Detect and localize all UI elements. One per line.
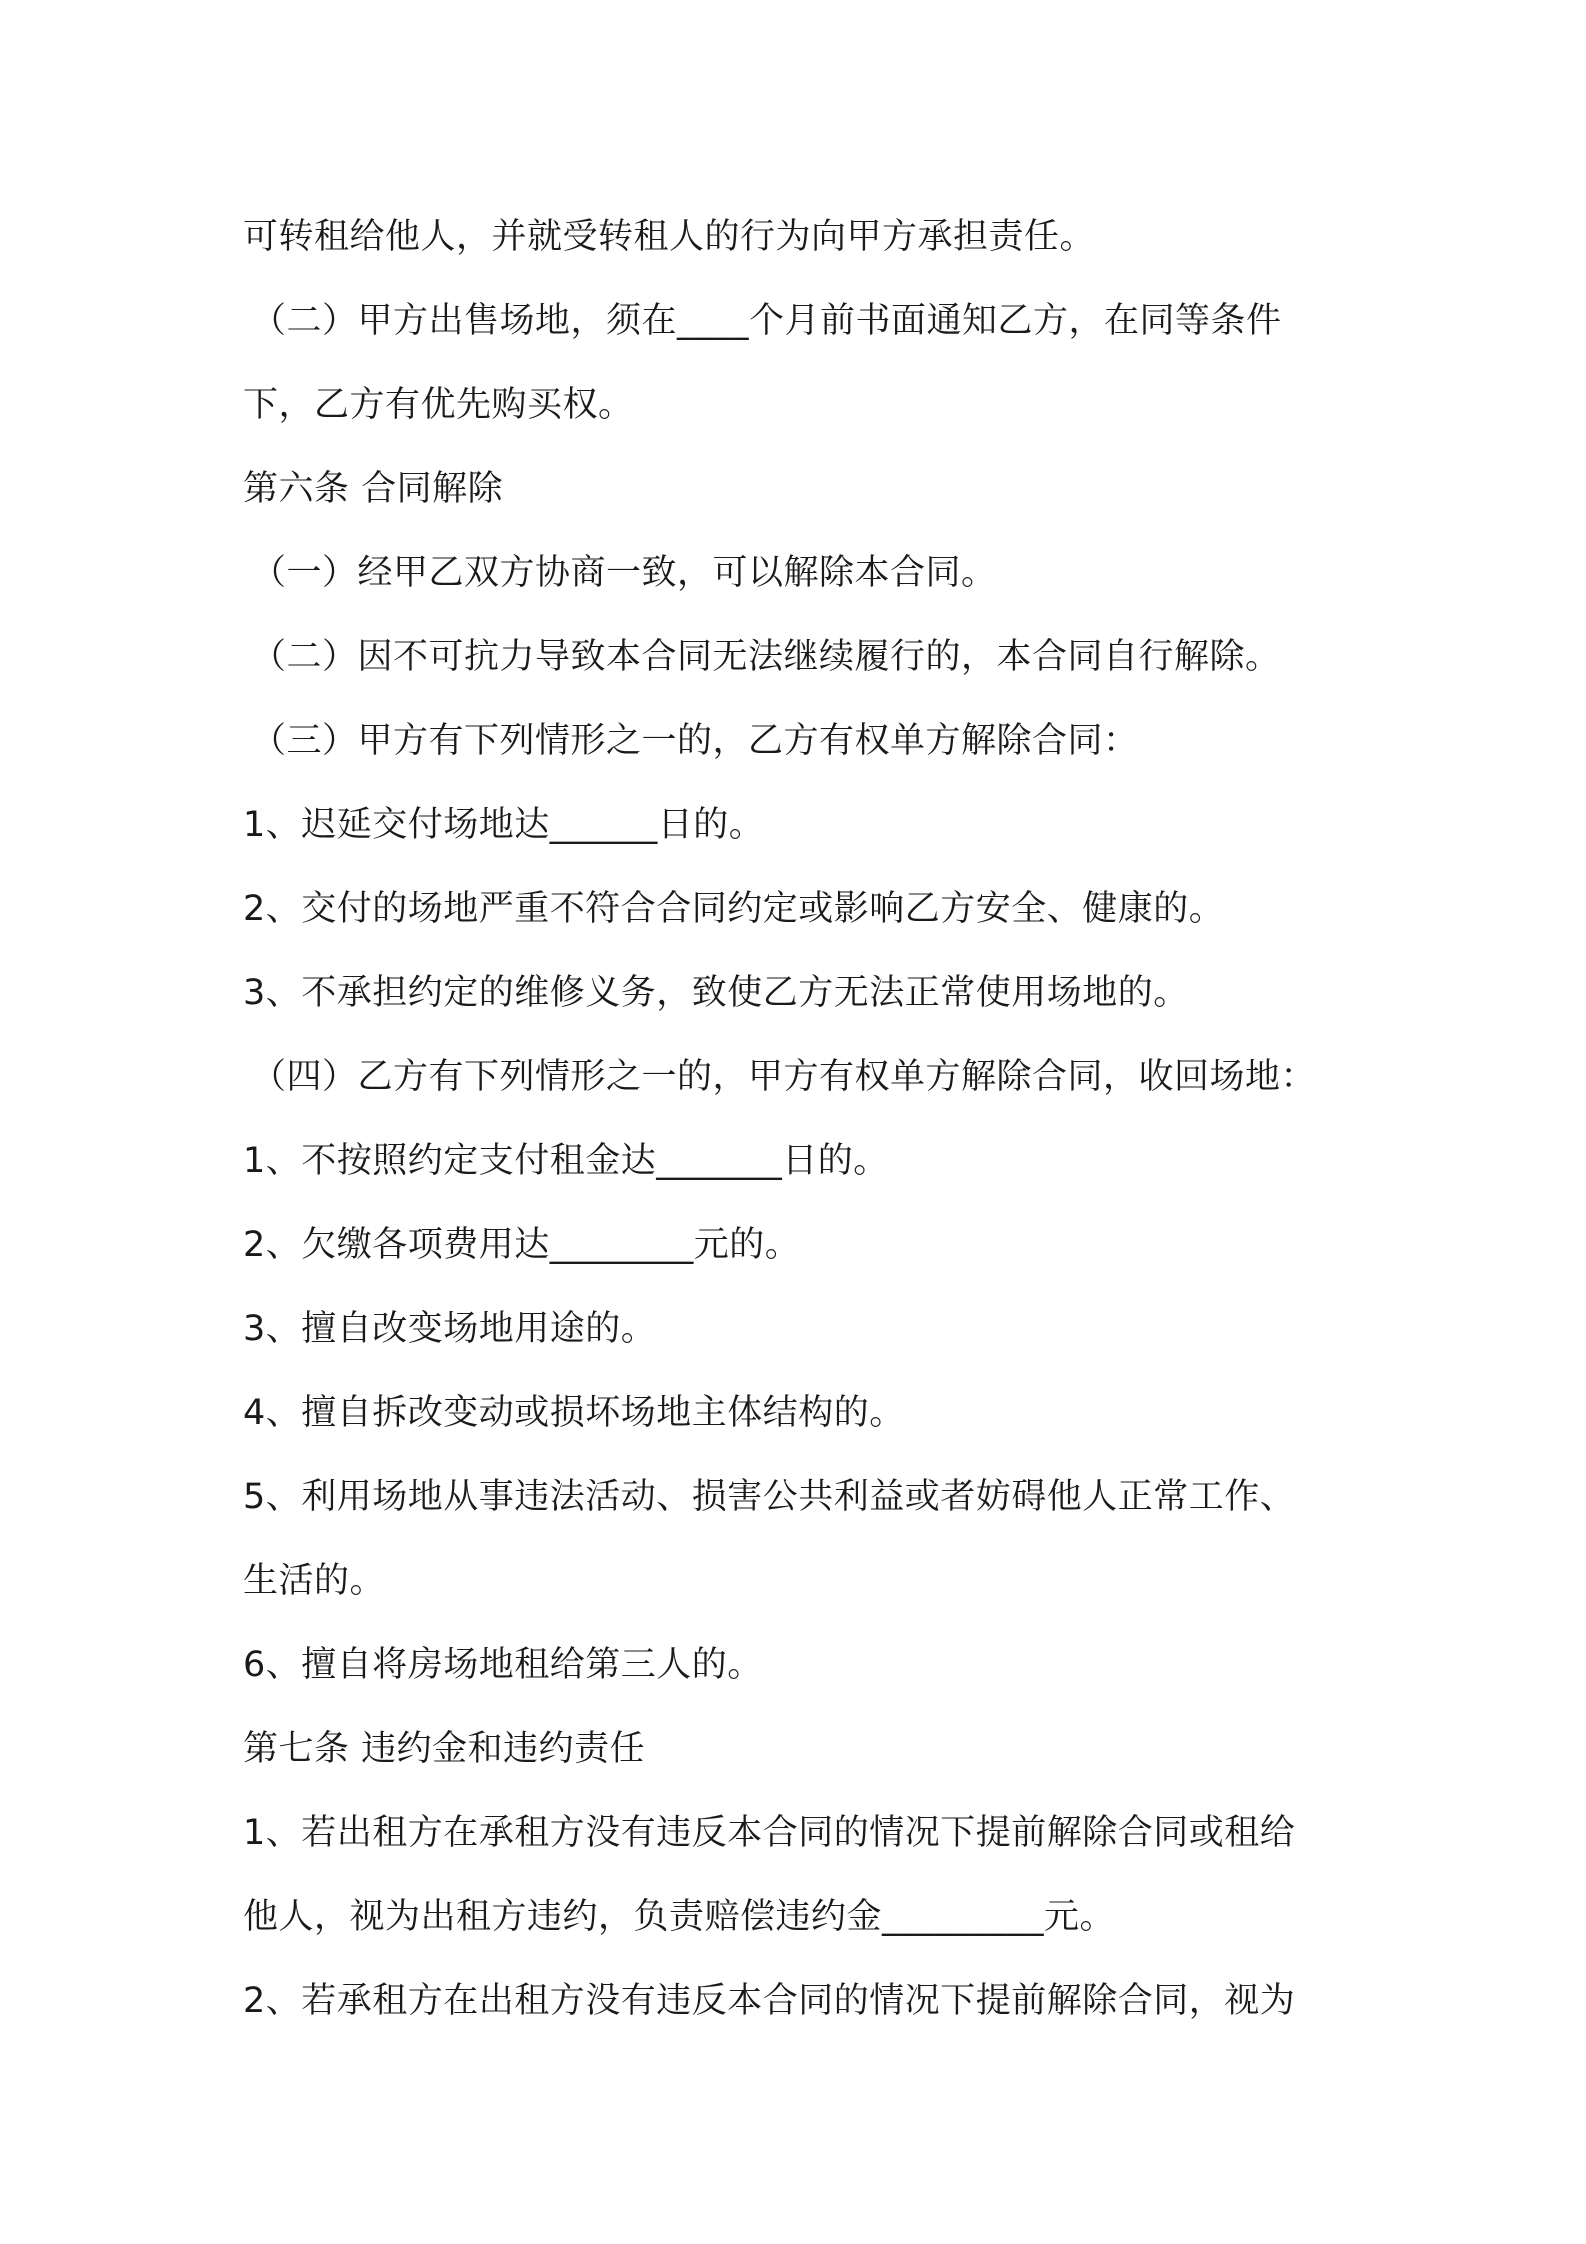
text-line-priority-purchase: 下，乙方有优先购买权。 <box>243 385 634 425</box>
text-line-mutual-termination: （一）经甲乙双方协商一致，可以解除本合同。 <box>251 553 997 593</box>
list-item-fees-owed: 2、欠缴各项费用达________元的。 <box>243 1225 801 1265</box>
text-line-illegal-activity-cont: 生活的。 <box>243 1561 386 1601</box>
contract-text-body <box>243 195 1353 2043</box>
list-item-structural-damage: 4、擅自拆改变动或损坏场地主体结构的。 <box>243 1393 905 1433</box>
text-line-sublease-responsibility: 可转租给他人，并就受转租人的行为向甲方承担责任。 <box>243 217 1096 257</box>
heading-article-seven: 第七条 违约金和违约责任 <box>243 1729 646 1769</box>
list-item-nonconforming-site: 2、交付的场地严重不符合合同约定或影响乙方安全、健康的。 <box>243 889 1225 929</box>
text-line-force-majeure: （二）因不可抗力导致本合同无法继续履行的，本合同自行解除。 <box>251 637 1281 677</box>
list-item-change-use: 3、擅自改变场地用途的。 <box>243 1309 657 1349</box>
text-line-party-b-conditions: （四）乙方有下列情形之一的，甲方有权单方解除合同，收回场地： <box>251 1057 1317 1097</box>
text-line-lessor-penalty: 他人，视为出租方违约，负责赔偿违约金_________元。 <box>243 1897 1116 1937</box>
list-item-illegal-activity: 5、利用场地从事违法活动、损害公共利益或者妨碍他人正常工作、 <box>243 1477 1296 1517</box>
list-item-lessee-breach: 2、若承租方在出租方没有违反本合同的情况下提前解除合同，视为 <box>243 1981 1296 2021</box>
text-line-party-a-conditions: （三）甲方有下列情形之一的，乙方有权单方解除合同： <box>251 721 1139 761</box>
list-item-lessor-breach: 1、若出租方在承租方没有违反本合同的情况下提前解除合同或租给 <box>243 1813 1296 1853</box>
list-item-maintenance-failure: 3、不承担约定的维修义务，致使乙方无法正常使用场地的。 <box>243 973 1189 1013</box>
heading-article-six: 第六条 合同解除 <box>243 469 504 509</box>
text-line-sale-notice: （二）甲方出售场地，须在____个月前书面通知乙方，在同等条件 <box>251 301 1282 341</box>
list-item-delayed-delivery: 1、迟延交付场地达______日的。 <box>243 805 765 845</box>
list-item-unauthorized-sublease: 6、擅自将房场地租给第三人的。 <box>243 1645 763 1685</box>
list-item-rent-overdue: 1、不按照约定支付租金达_______日的。 <box>243 1141 889 1181</box>
